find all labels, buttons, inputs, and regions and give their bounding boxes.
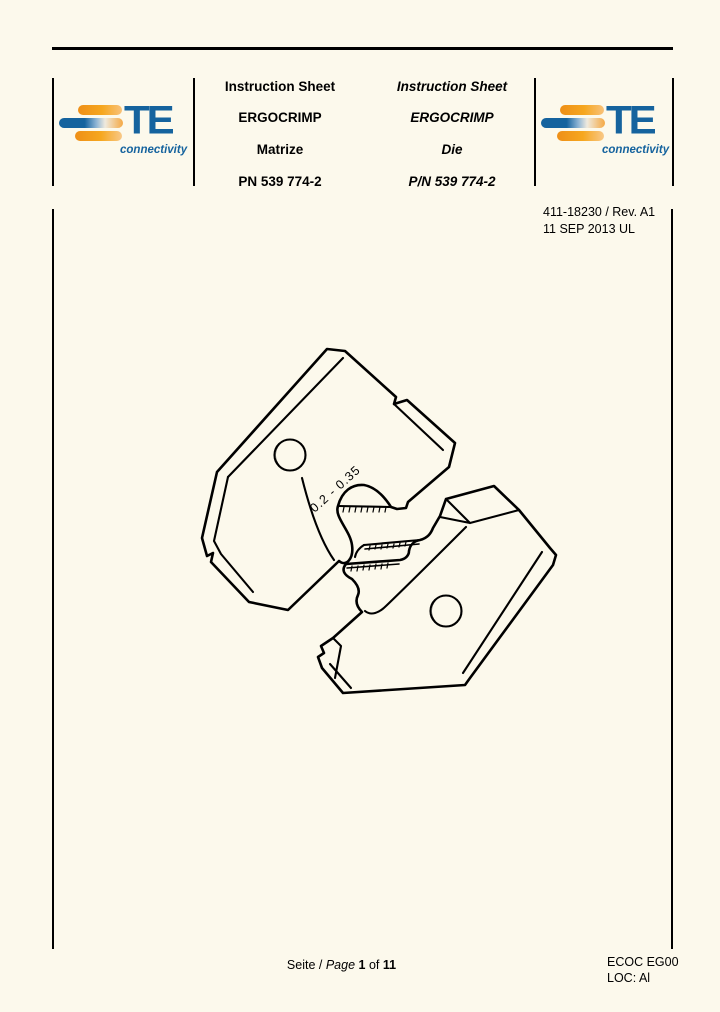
upper-die-outline (202, 349, 455, 610)
te-tagline: connectivity (120, 144, 188, 156)
footer-total-pages: 11 (382, 958, 397, 972)
upper-die-half (202, 349, 455, 610)
te-brand-mark: TE (606, 97, 654, 142)
header-part-number-de: PN 539 774-2 (238, 174, 322, 189)
te-brand-mark: TE (124, 97, 172, 142)
te-tagline: connectivity (602, 144, 670, 156)
doc-number: 411-18230 / Rev. A1 (543, 205, 656, 219)
footer-loc-code: LOC: Al (607, 971, 651, 985)
lower-die-top-band-line (463, 552, 542, 673)
dimension-label: 0.2 - 0.35 (307, 462, 364, 516)
lower-die-shelf-drop (355, 545, 364, 557)
page-number-footer (0, 958, 683, 972)
header-type-en: Die (441, 142, 463, 157)
footer-ecoc-code: ECOC EG00 (607, 955, 679, 969)
footer-page-number: 1 (358, 958, 366, 972)
footer-seite-label: Seite / (286, 958, 323, 972)
upper-die-top-band-line (228, 358, 343, 477)
lower-die-hole (431, 596, 462, 627)
doc-date: 11 SEP 2013 UL (543, 221, 635, 236)
footer-page-label: Page (325, 958, 356, 972)
header-title-de: Instruction Sheet (224, 79, 336, 94)
header-product-de: ERGOCRIMP (238, 110, 322, 125)
upper-die-serrations (343, 507, 386, 512)
upper-die-crimp-chord (338, 506, 390, 507)
lower-die-half (318, 486, 556, 693)
header-title-en: Instruction Sheet (396, 79, 508, 94)
upper-die-left-end-lines (214, 477, 253, 592)
lower-die-boss-edges (440, 499, 519, 523)
lower-die-outline (318, 486, 556, 693)
upper-die-hole (275, 440, 306, 471)
header-part-number-en: P/N 539 774-2 (408, 174, 496, 189)
footer-codes-block (607, 954, 679, 986)
header-product-en: ERGOCRIMP (410, 110, 494, 125)
footer-of-label: of (368, 958, 380, 972)
header-type-de: Matrize (256, 142, 304, 157)
